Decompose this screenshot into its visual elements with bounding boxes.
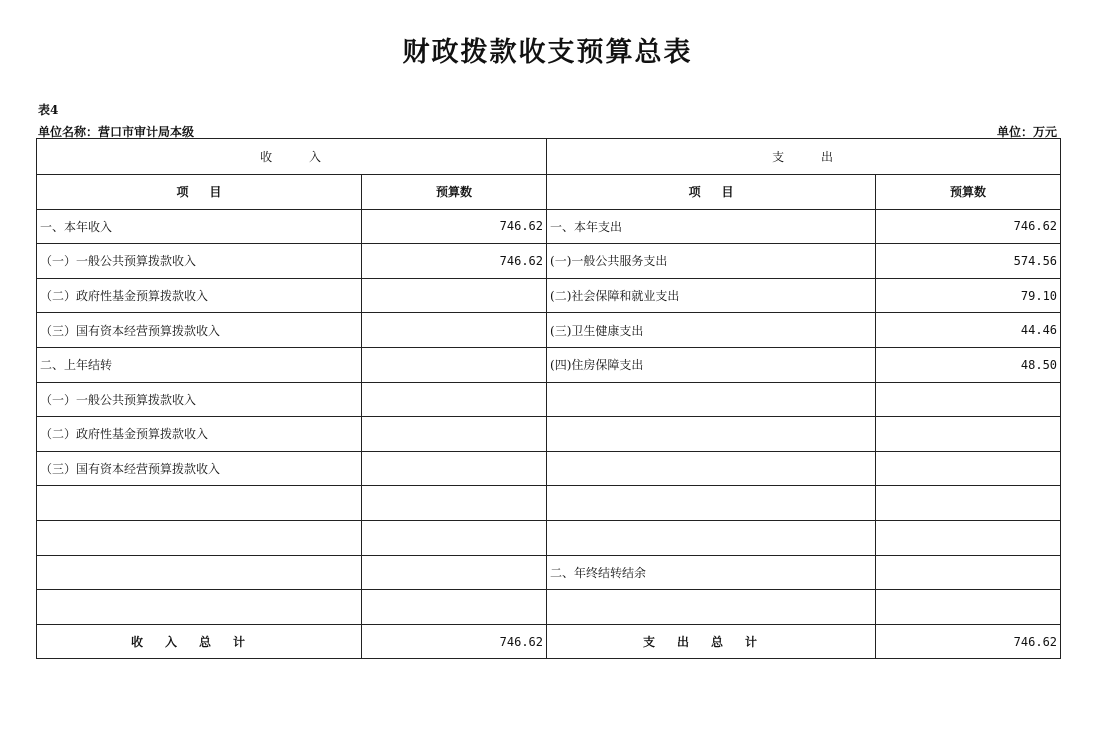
income-item-header: 项 目	[37, 175, 362, 210]
income-value-cell	[362, 278, 547, 313]
expense-value-cell: 746.62	[876, 209, 1061, 244]
expense-total-value: 746.62	[876, 624, 1061, 659]
table-row	[37, 347, 1061, 382]
income-item-cell	[37, 486, 362, 521]
section-header-row	[37, 139, 1061, 175]
expense-value-cell	[876, 486, 1061, 521]
income-item-cell: （三）国有资本经营预算拨款收入	[37, 313, 362, 348]
expense-item-cell	[547, 417, 876, 452]
expense-value-cell	[876, 520, 1061, 555]
income-item-cell	[37, 555, 362, 590]
income-item-cell: （二）政府性基金预算拨款收入	[37, 417, 362, 452]
expense-item-cell	[547, 520, 876, 555]
table-body	[37, 209, 1061, 624]
expense-item-cell: 二、年终结转结余	[547, 555, 876, 590]
income-item-cell: （一）一般公共预算拨款收入	[37, 382, 362, 417]
income-total-label: 收入总计	[37, 624, 362, 659]
expense-item-cell: 一、本年支出	[547, 209, 876, 244]
total-row	[37, 624, 1061, 659]
budget-table	[36, 138, 1061, 659]
table-number: 表4	[38, 103, 59, 117]
income-value-cell	[362, 486, 547, 521]
table-row	[37, 590, 1061, 625]
expense-total-label: 支出总计	[547, 624, 876, 659]
expense-item-cell: (三)卫生健康支出	[547, 313, 876, 348]
expense-item-cell	[547, 382, 876, 417]
income-item-cell	[37, 590, 362, 625]
expense-value-cell	[876, 590, 1061, 625]
table-row	[37, 486, 1061, 521]
expense-item-cell: (二)社会保障和就业支出	[547, 278, 876, 313]
expense-value-cell	[876, 451, 1061, 486]
table-row	[37, 520, 1061, 555]
income-value-cell: 746.62	[362, 209, 547, 244]
expense-value-cell	[876, 555, 1061, 590]
expense-item-header: 项 目	[547, 175, 876, 210]
table-row	[37, 209, 1061, 244]
income-value-cell	[362, 520, 547, 555]
expense-item-cell: (四)住房保障支出	[547, 347, 876, 382]
income-section-header: 收 入	[37, 139, 547, 175]
income-value-cell	[362, 590, 547, 625]
table-row	[37, 382, 1061, 417]
expense-value-cell: 44.46	[876, 313, 1061, 348]
expense-value-cell	[876, 382, 1061, 417]
income-value-cell	[362, 555, 547, 590]
income-value-cell	[362, 382, 547, 417]
expense-item-cell	[547, 486, 876, 521]
expense-value-cell: 48.50	[876, 347, 1061, 382]
income-item-cell: 二、上年结转	[37, 347, 362, 382]
expense-item-cell: (一)一般公共服务支出	[547, 244, 876, 279]
table-row	[37, 313, 1061, 348]
income-item-cell: （三）国有资本经营预算拨款收入	[37, 451, 362, 486]
unit-name: 单位名称：营口市审计局本级	[38, 125, 195, 139]
expense-value-cell: 574.56	[876, 244, 1061, 279]
table-row	[37, 244, 1061, 279]
income-value-cell	[362, 347, 547, 382]
income-item-cell: （二）政府性基金预算拨款收入	[37, 278, 362, 313]
expense-item-cell	[547, 590, 876, 625]
column-header-row	[37, 175, 1061, 210]
income-total-value: 746.62	[362, 624, 547, 659]
expense-section-header: 支 出	[547, 139, 1061, 175]
income-item-cell: 一、本年收入	[37, 209, 362, 244]
unit-label: 单位：万元	[996, 125, 1057, 139]
income-value-cell	[362, 417, 547, 452]
table-row	[37, 451, 1061, 486]
table-row	[37, 417, 1061, 452]
income-item-cell: （一）一般公共预算拨款收入	[37, 244, 362, 279]
expense-budget-header: 预算数	[876, 175, 1061, 210]
income-value-cell	[362, 313, 547, 348]
income-value-cell: 746.62	[362, 244, 547, 279]
income-item-cell	[37, 520, 362, 555]
table-row	[37, 278, 1061, 313]
income-value-cell	[362, 451, 547, 486]
income-budget-header: 预算数	[362, 175, 547, 210]
page-title: 财政拨款收支预算总表	[402, 37, 693, 68]
expense-item-cell	[547, 451, 876, 486]
expense-value-cell: 79.10	[876, 278, 1061, 313]
table-row	[37, 555, 1061, 590]
expense-value-cell	[876, 417, 1061, 452]
